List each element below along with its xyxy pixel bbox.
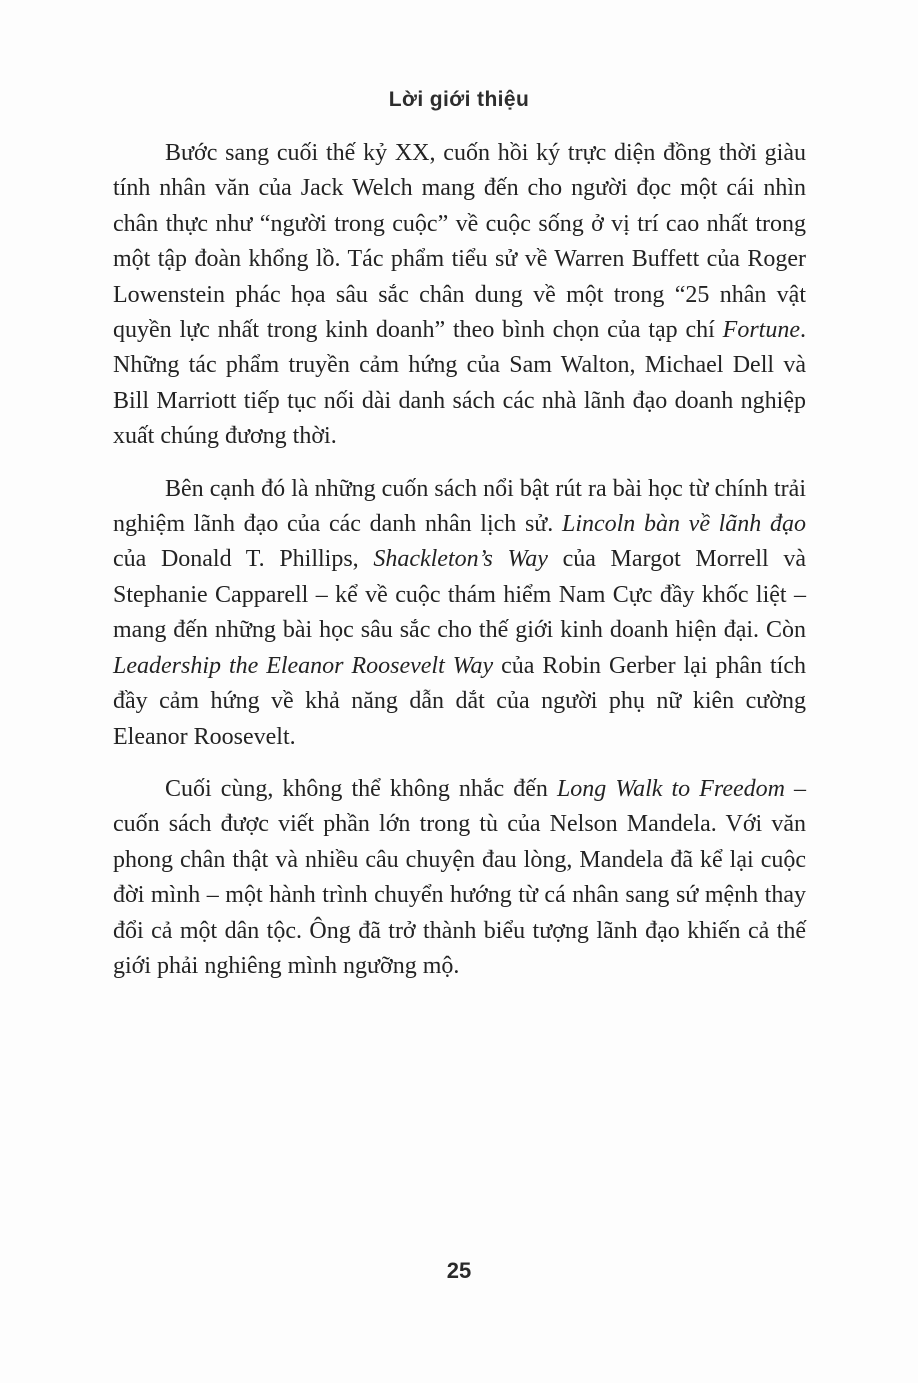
paragraph (113, 472, 806, 755)
text-run: . Những tác phẩm truyền cảm hứng của Sam Walton, Michael Dell và Bill Marriott tiếp tục nối dài danh sách các nhà lãnh đạo doanh nghiệp xuất chúng đương thời. (113, 317, 806, 450)
text-run: Bên cạnh đó là những cuốn sách nổi bật rút ra bài học từ chính trải nghiệm lãnh đạo của các danh nhân lịch sử. (113, 475, 806, 538)
italic-text-run: Leadership the Eleanor Roosevelt Way (113, 652, 494, 679)
text-run: của Margot Morrell và Stephanie Capparell – kể về cuộc thám hiểm Nam Cực đầy khốc liệt – mang đến những bài học sâu sắc cho thế giới kinh doanh hiện đại. Còn (113, 546, 806, 644)
text-run: Cuối cùng, không thể không nhắc đến (165, 775, 557, 802)
page-title: Lời giới thiệu (388, 88, 530, 111)
italic-text-run: Shackleton’s Way (373, 546, 548, 573)
text-run: – cuốn sách được viết phần lớn trong tù của Nelson Mandela. Với văn phong chân thật và nhiều câu chuyện đau lòng, Mandela đã kể lại cuộc đời mình – một hành trình chuyển hướng từ cá nhân sang sứ mệnh thay đổi cả một dân tộc. Ông đã trở thành biểu tượng lãnh đạo khiến cả thế giới phải nghiêng mình ngưỡng mộ. (113, 775, 806, 979)
paragraph (113, 772, 806, 984)
text-run: của Robin Gerber lại phân tích đầy cảm hứng về khả năng dẫn dắt của người phụ nữ kiên cường Eleanor Roosevelt. (113, 652, 807, 750)
italic-text-run: Lincoln bàn về lãnh đạo (561, 511, 806, 538)
body-text (113, 136, 806, 984)
text-run: Bước sang cuối thế kỷ XX, cuốn hồi ký trực diện đồng thời giàu tính nhân văn của Jack Welch mang đến cho người đọc một cái nhìn chân thực như “người trong cuộc” về cuộc sống ở vị trí cao nhất trong một tập đoàn khổng lồ. Tác phẩm tiểu sử về Warren Buffett của Roger Lowenstein phác họa sâu sắc chân dung về một trong “25 nhân vật quyền lực nhất trong kinh doanh” theo bình chọn của tạp chí (113, 140, 806, 344)
italic-text-run: Fortune (722, 317, 800, 344)
text-run: của Donald T. Phillips, (113, 546, 374, 573)
page-number: 25 (446, 1258, 472, 1283)
italic-text-run: Long Walk to Freedom (556, 775, 785, 802)
paragraph (113, 136, 806, 455)
